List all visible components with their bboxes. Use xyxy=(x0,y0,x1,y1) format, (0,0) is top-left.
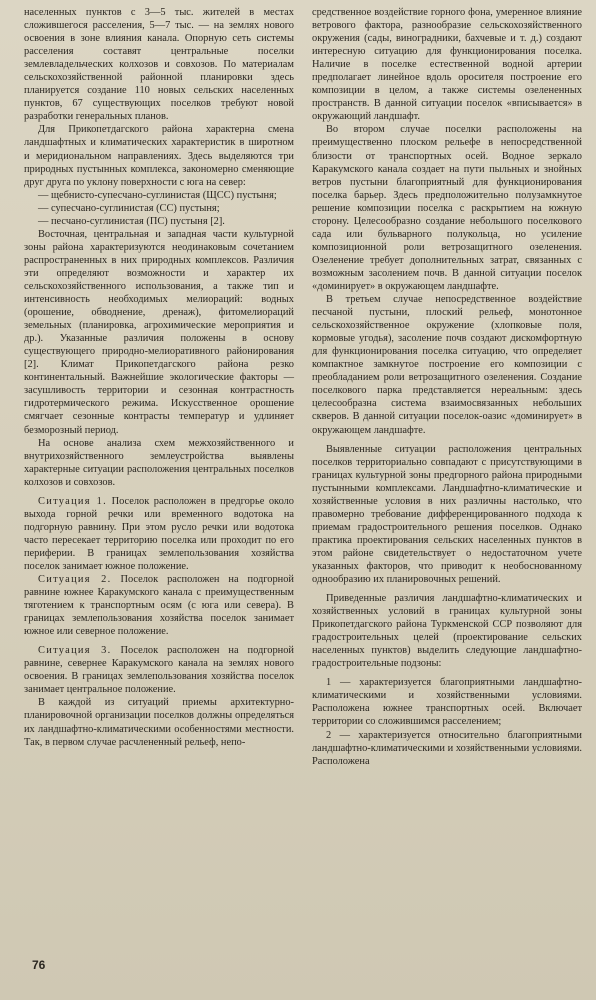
situation-label: Ситуация 1. xyxy=(38,495,108,507)
right-column xyxy=(312,6,582,768)
list-item: — песчано-суглинистая (ПС) пустыня [2]. xyxy=(38,215,225,227)
paragraph: Выявленные ситуации расположения центральных поселков территориально совпадают с присутствующими в границах культурной зоны предгорного района природными пустынными комплексами. Ландшафтно-климатические и хозяйственные условия в них различны настолько, что правомерно требование дифференцированного подхода к приемам градостроительного решения поселков. Однако практика проектирования сельских населенных пунктов в этом районе свидетельствует о недостаточном учете указанных факторов, что приводит к необоснованному однообразию их планировочных решений. xyxy=(312,443,582,586)
list-item: — щебнисто-супесчано-суглинистая (ЩСС) пустыня; xyxy=(38,189,277,201)
paragraph: населенных пунктов с 3—5 тыс. жителей в местах сложившегося расселения, 5—7 тыс. — на землях нового освоения в зоне влияния канала. Опорную сеть системы расселения составят центральные поселки землевладельческих колхозов и совхозов. По материалам сельскохозяйственной районной планировки здесь планируется создание 110 новых сельских населенных пунктов, 67 существующих поселков требуют новой разработки генеральных планов. xyxy=(24,7,294,123)
paragraph: На основе анализа схем межхозяйственного и внутрихозяйственного землеустройства выявлены характерные ситуации расположения центральных поселков колхозов и совхозов. xyxy=(24,437,294,488)
subzone-2: 2 — характеризуется относительно благоприятными ландшафтно-климатическими и хозяйственными условиями. Расположена xyxy=(312,729,582,767)
left-column xyxy=(24,6,294,749)
situation-text: Поселок расположен в предгорье около выхода горной речки или временного водотока на подгорную равнину. При этом русло речки или водотока часто пересекает территорию поселка или проходит по его периферии. В границах землепользования хозяйства поселок занимает южное положение. xyxy=(24,495,295,572)
paragraph: средственное воздействие горного фона, умеренное влияние ветрового фактора, разнообразие сельскохозяйственного окружения (сады, виноградники, бахчевые и т. д.) создают интересную ситуацию для функционирования поселка. Наличие в поселке естественной водной артерии предполагает линейное вдоль оросителя построение его композиции в целом, а также системы озелененных пространств. В данной ситуации поселок «вписывается» в окружающий ландшафт. xyxy=(312,7,582,123)
paragraph: Для Прикопетдагского района характерна смена ландшафтных и климатических характеристик в широтном и меридиональном направлениях. Здесь выделяются три природных пустынных комплекса, закономерно сменяющие друг друга по уклону поверхности с юга на север: xyxy=(24,124,294,188)
situation-text: Поселок расположен на подгорной равнине южнее Каракумского канала с преимущественным тяготением к транспортным осям (с юга или севера). В границах землепользования хозяйства поселок занимает южное или северное положение. xyxy=(24,574,294,638)
paragraph: Восточная, центральная и западная части культурной зоны района характеризуются неодинаковым сочетанием распространенных в них природных комплексов. Различия эти определяют возможности и характер их сельскохозяйственного использования, а также тип и интенсивность необходимых мелиораций: водных (орошение, обводнение, дренаж), фитомелиораций земельных (планировка, агрохимические мероприятия и др.). Указанные различия положены в основу существующего природно-мелиоративного районирования [2]. Климат Прикопетдагского района резко континентальный. Важнейшие экологические факторы — засушливость территории и сезонная контрастность гидротермического режима. Искусственное орошение смягчает сезонные контрасты температур и удлиняет безморозный период. xyxy=(24,228,294,436)
paragraph: Во втором случае поселки расположены на преимущественно плоском рельефе в непосредственной близости от транспортных осей. Водное зеркало Каракумского канала создает на пути пыльных и знойных ветров пустыни благоприятный для функционирования поселка барьер. Здесь предположительно полузамкнутое решение композиции поселка с раскрытием на южную сторону. Целесообразно создание небольшого поселкового сада или бульварного полукольца, но усиление композиционной роли ветрозащитного озеленения. Озеленение требует дополнительных затрат, связанных с возможным засолением почв. В данной ситуации поселок «доминирует» в окружающем ландшафте. xyxy=(312,124,582,292)
paragraph: Приведенные различия ландшафтно-климатических и хозяйственных условий в границах культурной зоны Прикопетдагского района Туркменской ССР позволяют для градостроительных целей (проектирование сельских населенных пунктов) выделить следующие ландшафтно-градостроительные подзоны: xyxy=(312,593,582,670)
situation-2 xyxy=(24,573,294,638)
list-item: — супесчано-суглинистая (СС) пустыня; xyxy=(38,202,220,214)
page-number: 76 xyxy=(32,958,46,972)
situation-1 xyxy=(24,495,294,573)
subzone-1: 1 — характеризуется благоприятными ландшафтно-климатическими и хозяйственными условиями. Расположена южнее транспортных осей. Включает территории со сложившимся расселением; xyxy=(312,677,582,728)
situation-label: Ситуация 3. xyxy=(38,645,112,657)
situation-label: Ситуация 2. xyxy=(38,574,112,586)
situation-3 xyxy=(24,644,294,696)
situation-text: Поселок расположен на подгорной равнине, севернее Каракумского канала на землях нового освоения. В границах землепользования хозяйства поселок занимает центральное положение. xyxy=(24,645,294,696)
paragraph: В третьем случае непосредственное воздействие песчаной пустыни, плоский рельеф, монотонное сельскохозяйственное окружение (хлопковые поля, кормовые угодья), засоление почв создают дискомфортную для функционирования поселка ситуацию, что определяет компактное замкнутое построение его композиции с преобладанием роли ветрозащитного озеленения. Создание поселкового парка представляется нереальным: здесь целесообразна система взаимосвязанных небольших скверов. В данной ситуации поселок-оазис «доминирует» в окружающем ландшафте. xyxy=(312,294,582,436)
paragraph: В каждой из ситуаций приемы архитектурно-планировочной организации поселков должны определяться их ландшафтно-климатическими особенностями местности. Так, в первом случае расчлененный рельеф, непо- xyxy=(24,697,294,748)
